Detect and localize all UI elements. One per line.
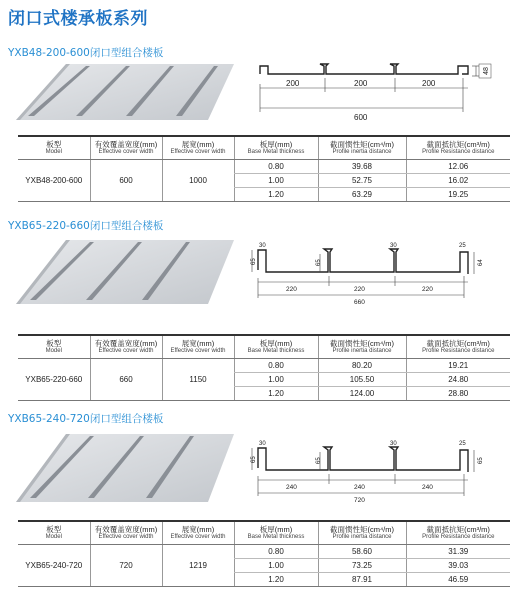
table-row: 1.20 63.29 19.25 <box>18 187 510 201</box>
total-width-label: 600 <box>354 113 368 122</box>
spec-table: 板型 Model 有效覆盖宽度(mm) Effective cover width 展宽(mm) Effective cover width 板厚(mm) Base Metal thickness 截面惯性矩(cm⁴/m) Profile inertia distance 截面抵抗矩(cm³/m) Profile Resistance distance YXB48-200-600 600 1000 0.80 39.68 12.06 1.00 52.75 16.02 1.20 63.29 19.25 <box>18 135 510 202</box>
span-label: 200 <box>422 79 436 88</box>
deck-panel-photo <box>8 236 236 304</box>
deck-panel-photo <box>8 430 236 502</box>
profile-diagram <box>250 240 512 308</box>
height-label: 65 <box>316 259 322 266</box>
span-label: 220 <box>422 286 433 293</box>
height-label: 48 <box>483 67 490 75</box>
span-label: 240 <box>422 484 433 491</box>
span-label: 220 <box>286 286 297 293</box>
height-label: 65 <box>251 456 257 463</box>
span-label: 240 <box>286 484 297 491</box>
rib-label: 30 <box>390 243 397 249</box>
total-width-label: 720 <box>354 497 365 504</box>
table-row: YXB65-220-660 660 1150 0.80 80.20 19.21 <box>18 358 510 372</box>
profile-diagram <box>250 436 512 506</box>
spec-table: 板型 Model 有效覆盖宽度(mm) Effective cover width 展宽(mm) Effective cover width 板厚(mm) Base Metal thickness 截面惯性矩(cm⁴/m) Profile inertia distance 截面抵抗矩(cm³/m) Profile Resistance distance YXB65-240-720 720 1219 0.80 58.60 31.39 1.00 73.25 39.03 1.20 87.91 46.59 <box>18 520 510 587</box>
rib-label: 30 <box>259 243 266 249</box>
table-row: YXB48-200-600 600 1000 0.80 39.68 12.06 <box>18 159 510 173</box>
spec-table: 板型 Model 有效覆盖宽度(mm) Effective cover width 展宽(mm) Effective cover width 板厚(mm) Base Metal thickness 截面惯性矩(cm⁴/m) Profile inertia distance 截面抵抗矩(cm³/m) Profile Resistance distance YXB65-220-660 660 1150 0.80 80.20 19.21 1.00 105.50 24.80 1.20 124.00 28.80 <box>18 334 510 401</box>
span-label: 220 <box>354 286 365 293</box>
deck-panel-photo <box>8 60 236 120</box>
section-title: YXB65-220-660闭口型组合楼板 <box>8 220 164 232</box>
total-width-label: 660 <box>354 299 365 306</box>
table-row: 1.00 105.50 24.80 <box>18 372 510 386</box>
height-label: 64 <box>478 259 484 266</box>
rib-label: 30 <box>259 441 266 447</box>
span-label: 240 <box>354 484 365 491</box>
table-row: YXB65-240-720 720 1219 0.80 58.60 31.39 <box>18 544 510 558</box>
span-label: 200 <box>354 79 368 88</box>
table-row: 1.20 87.91 46.59 <box>18 572 510 586</box>
rib-label: 25 <box>459 243 466 249</box>
height-label: 65 <box>478 457 484 464</box>
section-title: YXB48-200-600闭口型组合楼板 <box>8 47 164 59</box>
table-row: 1.00 73.25 39.03 <box>18 558 510 572</box>
table-row: 1.20 124.00 28.80 <box>18 386 510 400</box>
height-label: 65 <box>316 457 322 464</box>
profile-diagram <box>250 62 512 126</box>
span-label: 200 <box>286 79 300 88</box>
table-row: 1.00 52.75 16.02 <box>18 173 510 187</box>
rib-label: 30 <box>390 441 397 447</box>
section-title: YXB65-240-720闭口型组合楼板 <box>8 413 164 425</box>
page-title: 闭口式楼承板系列 <box>8 9 148 29</box>
rib-label: 25 <box>459 441 466 447</box>
height-label: 65 <box>251 258 257 265</box>
